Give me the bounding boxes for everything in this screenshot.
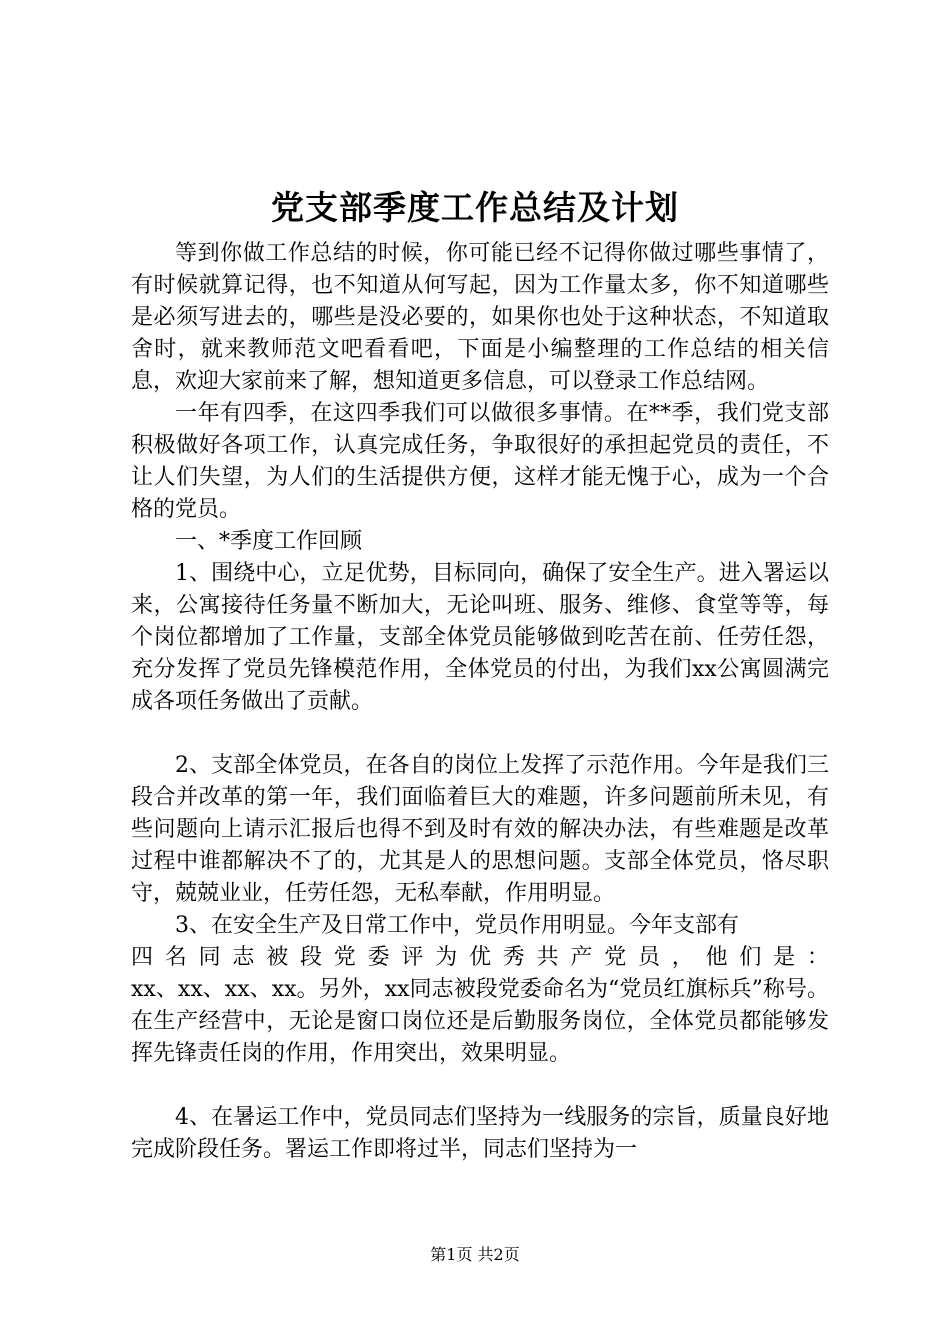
page-indicator: 第1页 共2页 <box>430 1245 520 1264</box>
item-3-paragraph-line-1: 3、在安全生产及日常工作中，党员作用明显。今年支部有 <box>175 913 739 938</box>
item-4-paragraph: 4、在暑运工作中，党员同志们坚持为一线服务的宗旨，质量良好地完成阶段任务。署运工作即将过半，同志们坚持为一 <box>131 1105 829 1162</box>
intro-paragraph: 等到你做工作总结的时候，你可能已经不记得你做过哪些事情了，有时候就算记得，也不知道从何写起，因为工作量太多，你不知道哪些是必须写进去的，哪些是没必要的，如果你也处于这种状态，不知道取舍时，就来教师范文吧看看吧，下面是小编整理的工作总结的相关信息，欢迎大家前来了解，想知道更多信息，可以登录工作总结网。 <box>131 241 829 394</box>
item-3-paragraph-line-2: 四名同志被段党委评为优秀共产党员，他们是： <box>131 945 829 970</box>
item-2-paragraph: 2、支部全体党员，在各自的岗位上发挥了示范作用。今年是我们三段合并改革的第一年，我们面临着巨大的难题，许多问题前所未见，有些问题向上请示汇报后也得不到及时有效的解决办法，有些难题是改革过程中谁都解决不了的，尤其是人的思想问题。支部全体党员，恪尽职守，兢兢业业，任劳任怨，无私奉献，作用明显。 <box>131 753 829 906</box>
item-3-paragraph-rest: xx、xx、xx、xx。另外，xx同志被段党委命名为“党员红旗标兵”称号。在生产经营中，无论是窗口岗位还是后勤服务岗位，全体党员都能够发挥先锋责任岗的作用，作用突出，效果明显。 <box>131 977 829 1066</box>
opening-paragraph: 一年有四季，在这四季我们可以做很多事情。在**季，我们党支部积极做好各项工作，认真完成任务，争取很好的承担起党员的责任，不让人们失望，为人们的生活提供方便，这样才能无愧于心，成为一个合格的党员。 <box>131 401 829 522</box>
blank-line <box>131 1070 829 1102</box>
item-1-paragraph: 1、围绕中心，立足优势，目标同向，确保了安全生产。进入署运以来，公寓接待任务量不断加大，无论叫班、服务、维修、食堂等等，每个岗位都增加了工作量，支部全体党员能够做到吃苦在前、任劳任怨，充分发挥了党员先锋模范作用，全体党员的付出，为我们xx公寓圆满完成各项任务做出了贡献。 <box>131 561 829 714</box>
section-heading: 一、*季度工作回顾 <box>175 529 363 554</box>
document-body <box>131 238 829 1166</box>
page-title: 党支部季度工作总结及计划 <box>271 188 679 227</box>
blank-line <box>131 718 829 750</box>
